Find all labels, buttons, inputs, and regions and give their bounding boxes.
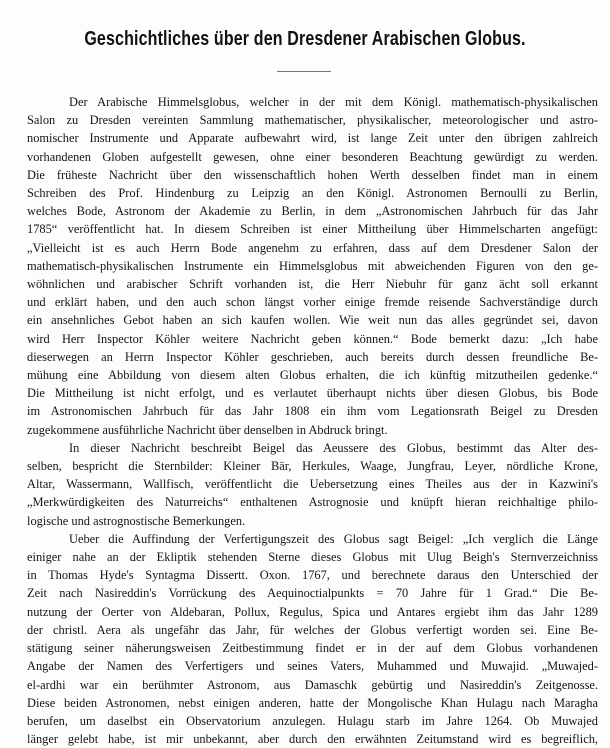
text-line: In dieser Nachricht beschreibt Beigel das Aeussere des Globus, bestimmt das Alter des-: [69, 440, 598, 455]
text-line: berufen, um daselbst ein Observatorium anzulegen. Hulagu starb im Jahre 1264. Ob Muwajed: [27, 713, 598, 728]
text-line: Schreiben des Prof. Hindenburg zu Leipzig an den Königl. Astronomen Bernoulli zu Berlin,: [27, 186, 598, 201]
text-line: Der Arabische Himmelsglobus, welcher in der mit dem Königl. mathematisch-physikalischen: [69, 95, 598, 109]
text-line: mathematisch-physikalischen Instrumente ein Himmelsglobus mit abweichenden Figuren von den ge-: [27, 258, 598, 273]
text-line: länger gelebt habe, ist mir unbekannt, aber durch den erwähnten Zeitumstand wird es begreiflich,: [27, 732, 598, 747]
text-line: nutzung der Oerter von Aldebaran, Pollux, Regulus, Spica und Antares ergiebt ihm das Jahr 1289: [27, 604, 598, 619]
text-line: selben, bespricht die Sternbilder: Kleiner Bär, Herkules, Waage, Jungfrau, Leyer, nördliche Krone,: [27, 459, 598, 474]
text-line: welches Bode, Astronom der Akademie zu Berlin, in dem „Astronomischen Jahrbuch für das Jahr: [27, 204, 598, 219]
text-line: stätigung seiner näherungsweisen Zeitbestimmung findet er in der auf dem Globus vorhandenen: [27, 641, 598, 656]
text-line: Angabe der Namen des Verfertigers und seines Vaters, Muhammed und Muwajid. „Muwajed-: [27, 659, 598, 674]
text-line: logische und astrognostische Bemerkungen.: [27, 513, 246, 528]
text-line: einiger nahe an der Ekliptik stehenden Sterne dieses Globus mit Ulug Beigh's Sternverzeichniss: [27, 550, 598, 565]
document-body: [27, 93, 598, 748]
text-line: Ueber die Auffindung der Verfertigungszeit des Globus sagt Beigel: „Ich verglich die Länge: [69, 531, 598, 546]
text-line: nomischer Instrumente und Apparate aufbewahrt wird, ist lange Zeit unter den übrigen zahlreich: [27, 131, 598, 146]
page-title: Geschichtliches über den Dresdener Arabischen Globus.: [84, 27, 526, 50]
text-line: el-ardhi war ein berühmter Astronom, aus Damaschk gebürtig und Nasireddin's Zeitgenosse.: [27, 677, 598, 692]
text-line: „Merkwürdigkeiten des Naturreichs“ enthaltenen Astrognosie und knüpft hieran reichhaltige philo-: [27, 495, 598, 510]
text-line: wöhnlichen und arabischer Schrift vorhanden ist, die Herr Niebuhr für ganz ächt soll erkannt: [27, 277, 598, 292]
text-line: der christl. Aera als ungefähr das Jahr, für welches der Globus verfertigt worden sei. Eine Be-: [27, 622, 598, 637]
text-line: Zeit nach Nasireddin's Vorrückung des Aequinoctialpunkts = 70 Jahre für 1 Grad.“ Die Be-: [27, 586, 598, 601]
title-divider: [277, 71, 331, 72]
text-line: Die Mittheilung ist nicht erfolgt, und es verlautet überhaupt nichts über diesen Globus, bis Bode: [27, 386, 598, 401]
text-line: im Astronomischen Jahrbuch für das Jahr 1808 ein ihm vom Legationsrath Beigel zu Dresden: [27, 404, 598, 419]
text-line: Altar, Wassermann, Wallfisch, veröffentlicht die Uebersetzung eines Theiles aus der in Kazwini's: [27, 477, 598, 492]
text-line: Die früheste Nachricht über den wissenschaftlich hohen Werth desselben findet man in einem: [27, 167, 598, 182]
text-line: 1785“ veröffentlicht hat. In diesem Schreiben ist einer Mittheilung über Himmelscharten angefügt:: [27, 222, 598, 237]
text-line: dieserwegen an Herrn Inspector Köhler geschrieben, auch bereits durch dessen freundliche Be-: [27, 349, 598, 364]
text-line: mühung eine Abbildung von diesem alten Globus erhalten, die ich künftig mitzutheilen gedenke.“: [27, 368, 598, 383]
text-line: vorhandenen Globen aufgestellt gewesen, ohne einer besonderen Beachtung gewürdigt zu werden.: [27, 149, 598, 164]
text-line: in Thomas Hyde's Syntagma Dissertt. Oxon. 1767, und berechnete daraus den Unterschied der: [27, 568, 598, 583]
text-line: zugekommene ausführliche Nachricht über denselben in Abdruck bringt.: [27, 422, 388, 437]
text-line: wird Herr Inspector Köhler weitere Nachricht geben können.“ Bode bemerkt dazu: „Ich habe: [27, 331, 598, 346]
text-line: „Vielleicht ist es auch Herrn Bode angenehm zu erfahren, dass auf dem Dresdener Salon der: [27, 240, 598, 255]
text-line: Salon zu Dresden vereinten Sammlung mathematischer, physikalischer, meteorologischer und astro-: [27, 113, 598, 128]
text-line: Diese beiden Astronomen, nebst einigen anderen, hatte der Mongolische Khan Hulagu nach Maragha: [27, 695, 598, 710]
text-line: und erklärt haben, und den auch schon längst vorher einige fremde reisende Sachverständige durch: [27, 295, 598, 310]
text-line: ein ansehnliches Gebot haben an sich kaufen wollen. Wie weit nun das alles gegründet sei, davon: [27, 313, 598, 328]
